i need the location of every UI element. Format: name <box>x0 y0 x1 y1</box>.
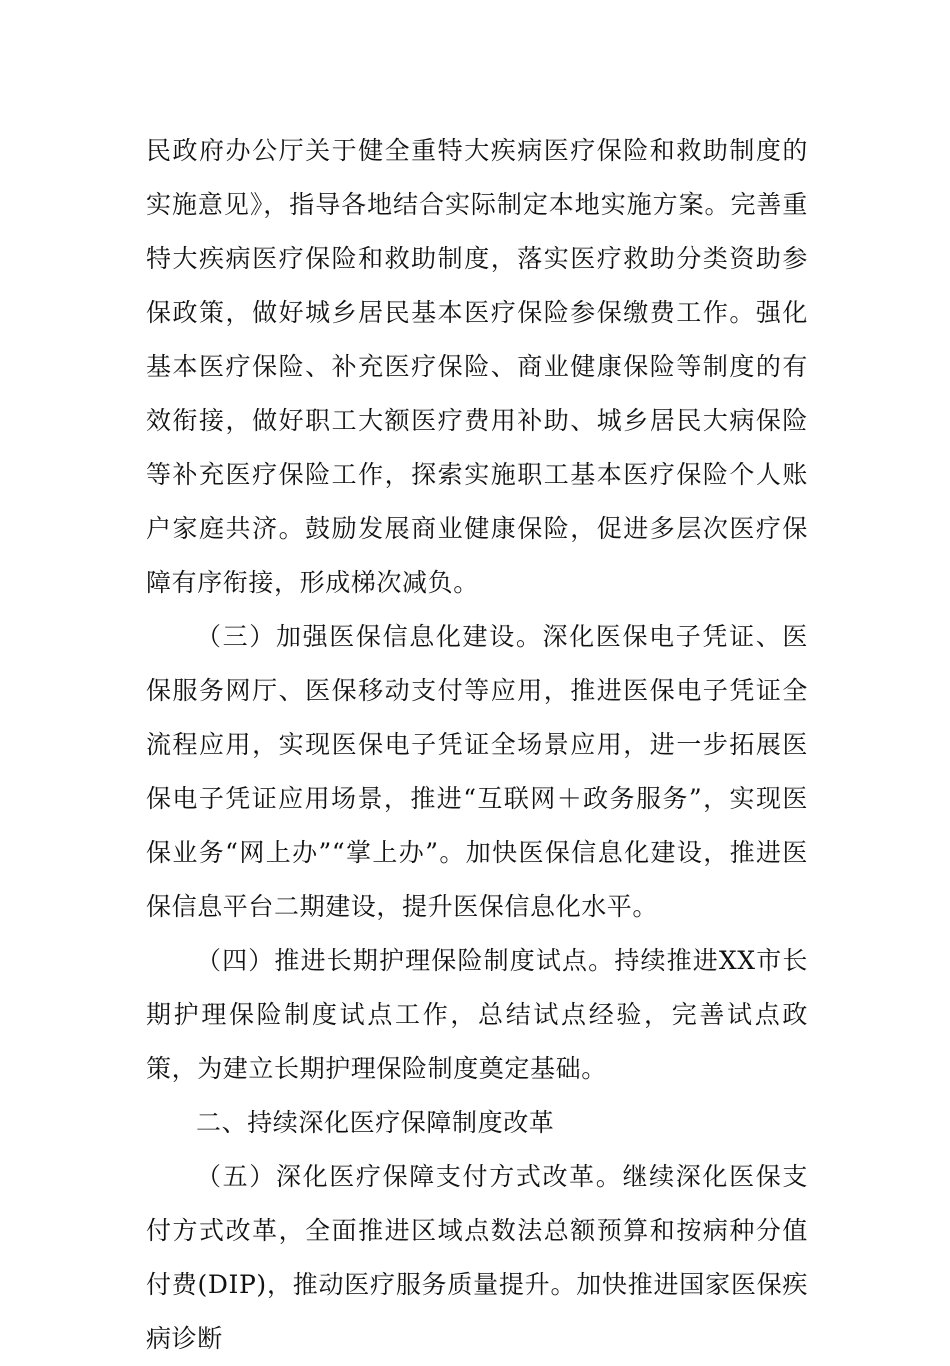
section-heading-2: 二、持续深化医疗保障制度改革 <box>196 1108 555 1137</box>
paragraph-section-4: （四）推进长期护理保险制度试点。持续推进XX市长期护理保险制度试点工作，总结试点经验，完善试点政策，为建立长期护理保险制度奠定基础。 <box>146 946 808 1083</box>
paragraph-section-3: （三）加强医保信息化建设。深化医保电子凭证、医保服务网厅、医保移动支付等应用，推进医保电子凭证全流程应用，实现医保电子凭证全场景应用，进一步拓展医保电子凭证应用场景，推进“互联网＋政务服务”，实现医保业务“网上办”“掌上办”。加快医保信息化建设，推进医保信息平台二期建设，提升医保信息化水平。 <box>146 622 808 921</box>
paragraph-continued: 民政府办公厅关于健全重特大疾病医疗保险和救助制度的实施意见》，指导各地结合实际制定本地实施方案。完善重特大疾病医疗保险和救助制度，落实医疗救助分类资助参保政策，做好城乡居民基本医疗保险参保缴费工作。强化基本医疗保险、补充医疗保险、商业健康保险等制度的有效衔接，做好职工大额医疗费用补助、城乡居民大病保险等补充医疗保险工作，探索实施职工基本医疗保险个人账户家庭共济。鼓励发展商业健康保险，促进多层次医疗保障有序衔接，形成梯次减负。 <box>146 136 808 597</box>
paragraph-section-5: （五）深化医疗保障支付方式改革。继续深化医保支付方式改革，全面推进区域点数法总额预算和按病种分值付费(DIP)，推动医疗服务质量提升。加快推进国家医保疾病诊断 <box>146 1162 808 1353</box>
document-body <box>146 124 808 1366</box>
